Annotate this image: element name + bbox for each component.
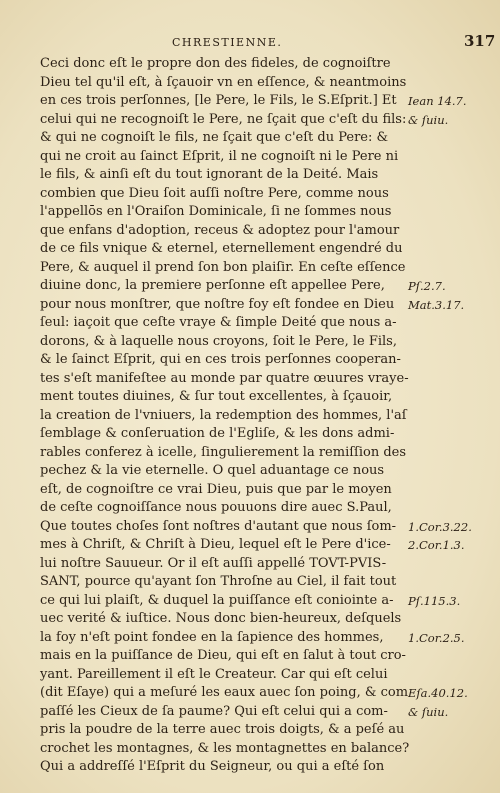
text-line: diuine donc, la premiere perſonne eſt appellee Pere,: [40, 278, 385, 293]
text-line: en ces trois perſonnes, [le Pere, le Fils, le S.Eſprit.] Et: [40, 93, 397, 108]
margin-citation: 2.Cor.1.3.: [408, 538, 465, 552]
text-line: celui qui ne recognoiſt le Pere, ne ſçait que c'eſt du fils:: [40, 111, 407, 127]
text-line: qui ne croit au ſainct Eſprit, il ne cognoiſt ni le Pere ni: [40, 148, 399, 164]
text-line: paſſé les Cieux de ſa paume? Qui eſt celui qui a com-: [40, 703, 388, 719]
text-line: tes s'eſt manifeſtee au monde par quatre œuures vraye-: [40, 370, 409, 386]
text-line: ment toutes diuines, & ſur tout excellentes, à ſçauoir,: [40, 389, 393, 404]
text-line: eſt, de cognoiſtre ce vrai Dieu, puis que par le moyen: [40, 481, 392, 497]
text-line: de ce fils vnique & eternel, eternellement engendré du: [40, 241, 403, 256]
margin-citation: 1.Cor.2.5.: [408, 630, 465, 645]
text-line: SANT, pource qu'ayant ſon Throſne au Ciel, il fait tout: [40, 574, 397, 589]
page-number: 317: [464, 32, 496, 50]
margin-citation: & ſuiu.: [408, 112, 449, 127]
text-line: ſeul: iaçoit que ceſte vraye & ſimple Deité que nous a-: [40, 315, 397, 330]
text-line: uec verité & iuſtice. Nous donc bien-heureux, deſquels: [40, 611, 402, 626]
text-line: que enfans d'adoption, receus & adoptez pour l'amour: [40, 222, 400, 238]
margin-citation: Eſa.40.12.: [408, 686, 468, 700]
text-line: pour nous monſtrer, que noſtre foy eſt fondee en Dieu: [40, 296, 395, 312]
margin-citation: & ſuiu.: [408, 704, 449, 719]
text-line: pechez & la vie eternelle. O quel aduantage ce nous: [40, 463, 385, 478]
text-line: (dit Eſaye) qui a meſuré les eaux auec ſon poing, & com: [40, 685, 409, 700]
text-line: le fils, & ainſi eſt du tout ignorant de la Deité. Mais: [40, 167, 379, 182]
text-line: Que toutes choſes ſont noſtres d'autant que nous ſom-: [40, 518, 397, 534]
text-line: pris la poudre de la terre auec trois doigts, & a peſé au: [40, 722, 405, 737]
text-line: ſemblage & conſeruation de l'Egliſe, & les dons admi-: [40, 426, 395, 441]
text-line: & le ſainct Eſprit, qui en ces trois perſonnes cooperan-: [40, 352, 401, 367]
text-line: mais en la puiſſance de Dieu, qui eſt en ſalut à tout cro-: [40, 648, 406, 663]
text-line: lui noſtre Sauueur. Or il eſt auſſi appellé TOVT-PVIS-: [40, 555, 387, 571]
text-line: yant. Pareillement il eſt le Createur. Car qui eſt celui: [40, 666, 388, 682]
text-line: Pere, & auquel il prend ſon bon plaiſir. En ceſte eſſence: [40, 259, 406, 275]
text-line: l'appellōs en l'Oraiſon Dominicale, ſi ne ſommes nous: [40, 204, 392, 219]
text-line: la foy n'eſt point fondee en la ſapience des hommes,: [40, 629, 384, 645]
running-title: CHRESTIENNE.: [172, 36, 283, 49]
margin-citation: Iean 14.7.: [408, 94, 467, 108]
text-line: & qui ne cognoiſt le fils, ne ſçait que c'eſt du Pere: &: [40, 130, 389, 145]
text-line: dorons, & à laquelle nous croyons, ſoit le Pere, le Fils,: [40, 333, 397, 349]
text-line: combien que Dieu ſoit auſſi noſtre Pere, comme nous: [40, 185, 389, 201]
text-line: rables conferez à icelle, ſingulierement la remiſſion des: [40, 444, 407, 460]
text-line: Ceci donc eſt le propre don des fideles, de cognoiſtre: [40, 56, 391, 71]
text-line: mes à Chriſt, & Chriſt à Dieu, lequel eſt le Pere d'ice-: [40, 537, 391, 552]
text-line: la creation de l'vniuers, la redemption des hommes, l'aſ: [40, 407, 407, 423]
body-text: [40, 55, 412, 777]
margin-citation: Pſ.2.7.: [408, 279, 446, 293]
text-line: de ceſte cognoiſſance nous pouuons dire auec S.Paul,: [40, 500, 392, 515]
margin-citation: Pſ.115.3.: [408, 593, 461, 608]
text-line: crochet les montagnes, & les montagnettes en balance?: [40, 740, 410, 756]
margin-citation: Mat.3.17.: [408, 297, 465, 312]
text-line: Dieu tel qu'il eſt, à ſçauoir vn en eſſence, & neantmoins: [40, 74, 407, 90]
margin-citation: 1.Cor.3.22.: [408, 519, 472, 534]
text-line: ce qui lui plaiſt, & duquel la puiſſance eſt coniointe a-: [40, 592, 394, 608]
text-line: Qui a addreſſé l'Eſprit du Seigneur, ou qui a eſté ſon: [40, 759, 385, 774]
